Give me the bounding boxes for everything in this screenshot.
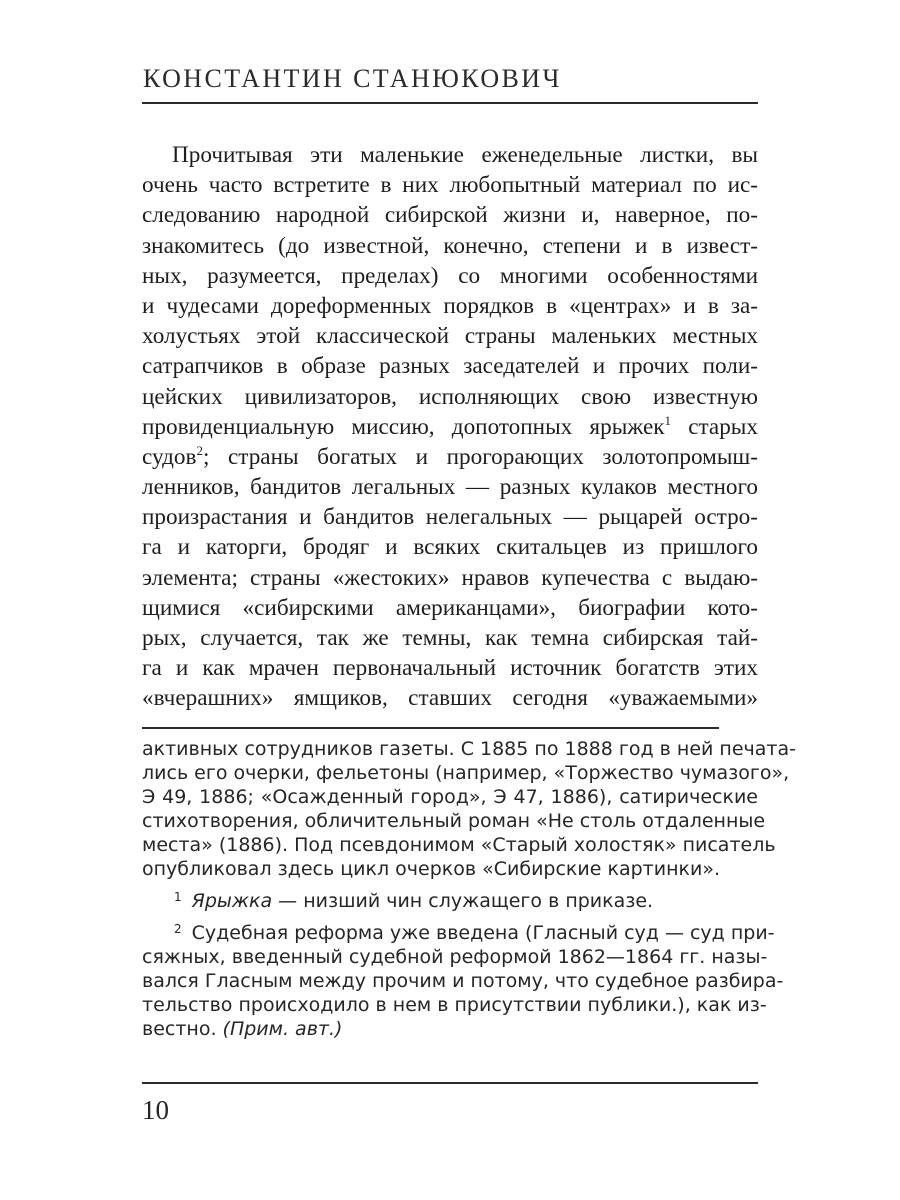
text-line: га и как мрачен первоначальный источник богатств этих bbox=[142, 655, 758, 682]
text-line: и чудесами дореформенных порядков в «центрах» и в за- bbox=[142, 292, 758, 319]
footnotes bbox=[142, 737, 796, 1041]
text-line: Прочитывая эти маленькие еженедельные листки, вы bbox=[172, 142, 758, 168]
footer-rule bbox=[142, 1082, 758, 1084]
footnote-2-line bbox=[142, 921, 775, 945]
text-line: сатрапчиков в образе разных заседателей и прочих поли- bbox=[142, 353, 758, 380]
text-line: «вчерашних» ямщиков, ставших сегодня «уважаемыми» bbox=[142, 685, 758, 712]
footnote-separator bbox=[142, 727, 719, 729]
footnote-line: стихотворения, обличительный роман «Не столь отдаленные bbox=[142, 810, 766, 832]
text-line: ных, разумеется, пределах) со многими особенностями bbox=[142, 262, 758, 289]
text-line: очень часто встретите в них любопытный материал по ис- bbox=[142, 172, 758, 199]
text-line: щимися «сибирскими американцами», биографии кото- bbox=[142, 594, 758, 621]
header-rule bbox=[142, 102, 758, 104]
text-fragment: ; страны богатых и прогорающих золотопромыш- bbox=[202, 443, 758, 470]
footnote-2-line: тельство происходило в нем в присутствии публики.), как из- bbox=[142, 994, 767, 1016]
footnote-line: лись его очерки, фельетоны (например, «Торжество чумазого», bbox=[142, 762, 790, 784]
text-line: элемента; страны «жестоких» нравов купечества с выдаю- bbox=[142, 564, 758, 591]
footnote-text: Судебная реформа уже введена (Гласный суд — суд при- bbox=[191, 922, 775, 944]
footnote-definition: — низший чин служащего в приказе. bbox=[272, 890, 654, 912]
text-fragment: провиденциальную миссию, допотопных ярыжек bbox=[142, 413, 665, 440]
text-line: произрастания и бандитов нелегальных — рыцарей остро- bbox=[142, 504, 758, 531]
text-line: холустьях этой классической страны маленьких местных bbox=[142, 323, 758, 350]
text-fragment: старых bbox=[688, 413, 758, 440]
footnote-number: 1 bbox=[174, 890, 182, 904]
text-line: цейских цивилизаторов, исполняющих свою известную bbox=[142, 383, 758, 410]
footnote-line: опубликовал здесь цикл очерков «Сибирские картинки». bbox=[142, 858, 720, 880]
text-line bbox=[142, 442, 758, 472]
text-fragment: судов bbox=[142, 443, 197, 470]
running-head-author: КОНСТАНТИН СТАНЮКОВИЧ bbox=[143, 64, 562, 93]
footnote-marker-2[interactable]: 2 bbox=[196, 442, 203, 458]
text-line: следованию народной сибирской жизни и, наверное, по- bbox=[142, 202, 758, 229]
footnote-2-line: сяжных, введенный судебной реформой 1862—1864 гг. назы- bbox=[142, 946, 768, 968]
footnote-2-line bbox=[142, 1017, 758, 1041]
footnote-marker-1[interactable]: 1 bbox=[664, 412, 672, 428]
author-note: (Прим. авт.) bbox=[222, 1018, 343, 1040]
page-number: 10 bbox=[142, 1095, 169, 1125]
footnote-line: места» (1886). Под псевдонимом «Старый холостяк» писатель bbox=[142, 834, 776, 856]
footnote-line: Э 49, 1886; «Осажденный город», Э 47, 1886), сатирические bbox=[142, 786, 758, 808]
main-text bbox=[142, 140, 758, 714]
text-line: га и каторги, бродяг и всяких скитальцев из пришлого bbox=[142, 534, 758, 561]
footnote-2-line: вался Гласным между прочим и потому, что судебное разбира- bbox=[142, 970, 784, 992]
text-line: знакомитесь (до известной, конечно, степени и в извест- bbox=[142, 232, 758, 259]
footnote-text: вестно. bbox=[142, 1018, 223, 1040]
footnote-line: активных сотрудников газеты. С 1885 по 1888 год в ней печата- bbox=[142, 738, 796, 760]
footnote-number: 2 bbox=[174, 922, 182, 936]
text-line: рых, случается, так же темны, как темна сибирская тай- bbox=[142, 625, 758, 651]
footnote-term: Ярыжка bbox=[191, 890, 273, 912]
text-line: ленников, бандитов легальных — разных кулаков местного bbox=[142, 474, 758, 501]
text-line bbox=[142, 412, 758, 442]
footnote-1 bbox=[142, 889, 758, 913]
